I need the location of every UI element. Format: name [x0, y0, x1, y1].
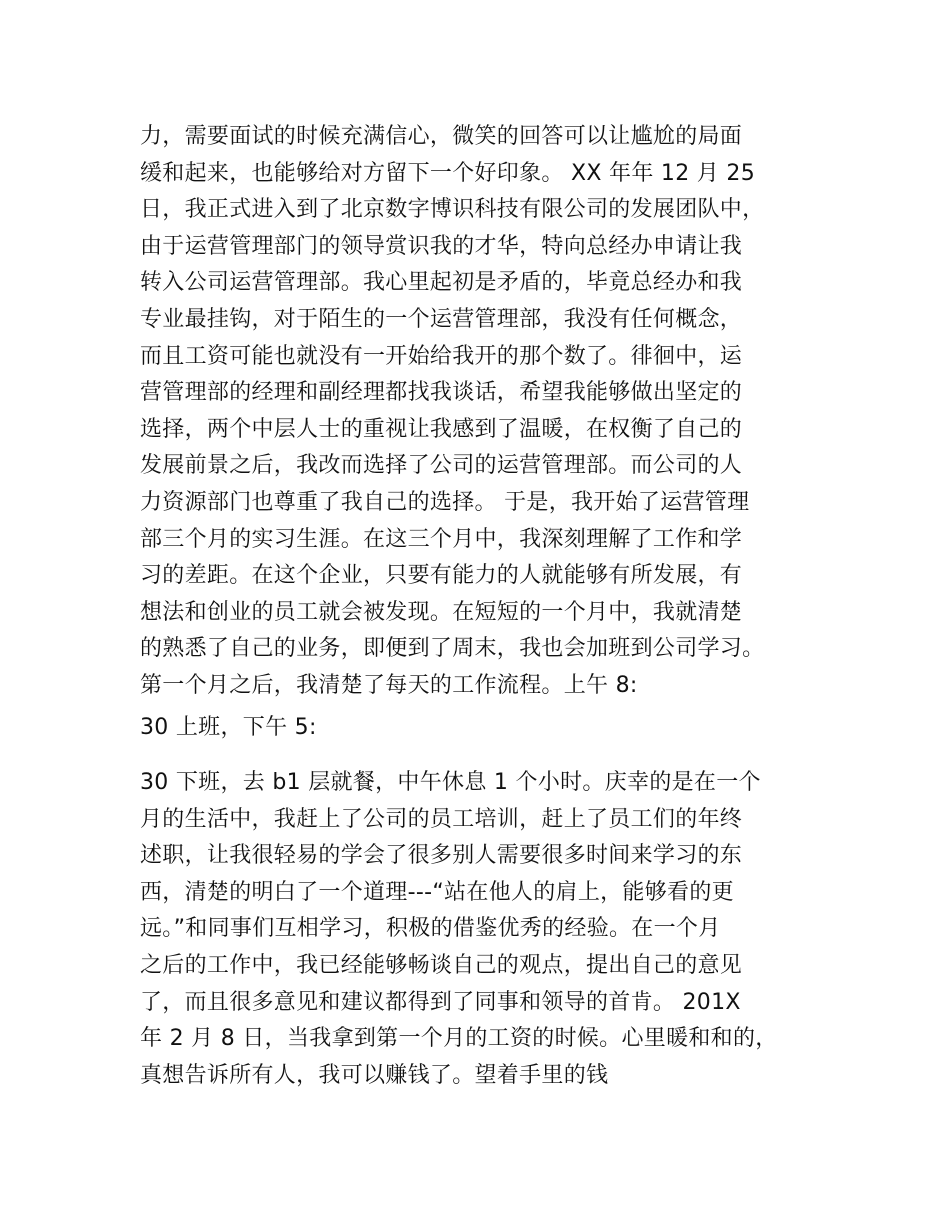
text-line: 西，清楚的明白了一个道理---“站在他人的肩上，能够看的更 [140, 879, 734, 905]
paragraph-2 [140, 710, 830, 747]
text-line: 想法和创业的员工就会被发现。在短短的一个月中，我就清楚 [140, 599, 743, 625]
text-line: 30 下班，去 b1 层就餐，中午休息 1 个小时。庆幸的是在一个 [140, 770, 761, 795]
text-line: 发展前景之后，我改而选择了公司的运营管理部。而公司的人 [140, 453, 743, 479]
text-line: 日，我正式进入到了北京数字博识科技有限公司的发展团队中， [140, 197, 765, 223]
text-line: 远。”和同事们互相学习，积极的借鉴优秀的经验。在一个月 [140, 916, 721, 942]
paragraph-1 [140, 119, 830, 705]
text-line: 缓和起来，也能够给对方留下一个好印象。 XX 年年 12 月 25 [140, 160, 755, 186]
text-line: 力资源部门也尊重了我自己的选择。 于是，我开始了运营管理 [140, 489, 750, 515]
text-line: 30 上班，下午 5: [140, 715, 317, 740]
text-line: 由于运营管理部门的领导赏识我的才华，特向总经办申请让我 [140, 233, 743, 259]
text-line: 述职，让我很轻易的学会了很多别人需要很多时间来学习的东 [140, 843, 743, 869]
text-line: 的熟悉了自己的业务，即便到了周末，我也会加班到公司学习。 [140, 636, 765, 662]
text-line: 而且工资可能也就没有一开始给我开的那个数了。徘徊中，运 [140, 343, 743, 369]
text-line: 真想告诉所有人，我可以赚钱了。望着手里的钱 [140, 1062, 609, 1088]
text-line: 选择，两个中层人士的重视让我感到了温暖，在权衡了自己的 [140, 416, 743, 442]
text-line: 第一个月之后，我清楚了每天的工作流程。上午 8: [140, 672, 638, 698]
text-line: 了，而且很多意见和建议都得到了同事和领导的首肯。 201X [140, 989, 741, 1015]
text-line: 月的生活中，我赶上了公司的员工培训，赶上了员工们的年终 [140, 806, 743, 832]
text-line: 年 2 月 8 日，当我拿到第一个月的工资的时候。心里暖和和的， [140, 1026, 778, 1052]
text-line: 力，需要面试的时候充满信心，微笑的回答可以让尴尬的局面 [140, 124, 743, 149]
paragraph-3 [140, 765, 830, 1094]
text-line: 习的差距。在这个企业，只要有能力的人就能够有所发展，有 [140, 563, 743, 589]
text-line: 部三个月的实习生涯。在这三个月中，我深刻理解了工作和学 [140, 526, 743, 552]
text-line: 专业最挂钩，对于陌生的一个运营管理部，我没有任何概念， [140, 306, 743, 332]
text-line: 转入公司运营管理部。我心里起初是矛盾的，毕竟总经办和我 [140, 270, 743, 296]
text-line: 之后的工作中，我已经能够畅谈自己的观点，提出自己的意见 [140, 952, 743, 978]
text-line: 营管理部的经理和副经理都找我谈话，希望我能够做出坚定的 [140, 380, 743, 406]
